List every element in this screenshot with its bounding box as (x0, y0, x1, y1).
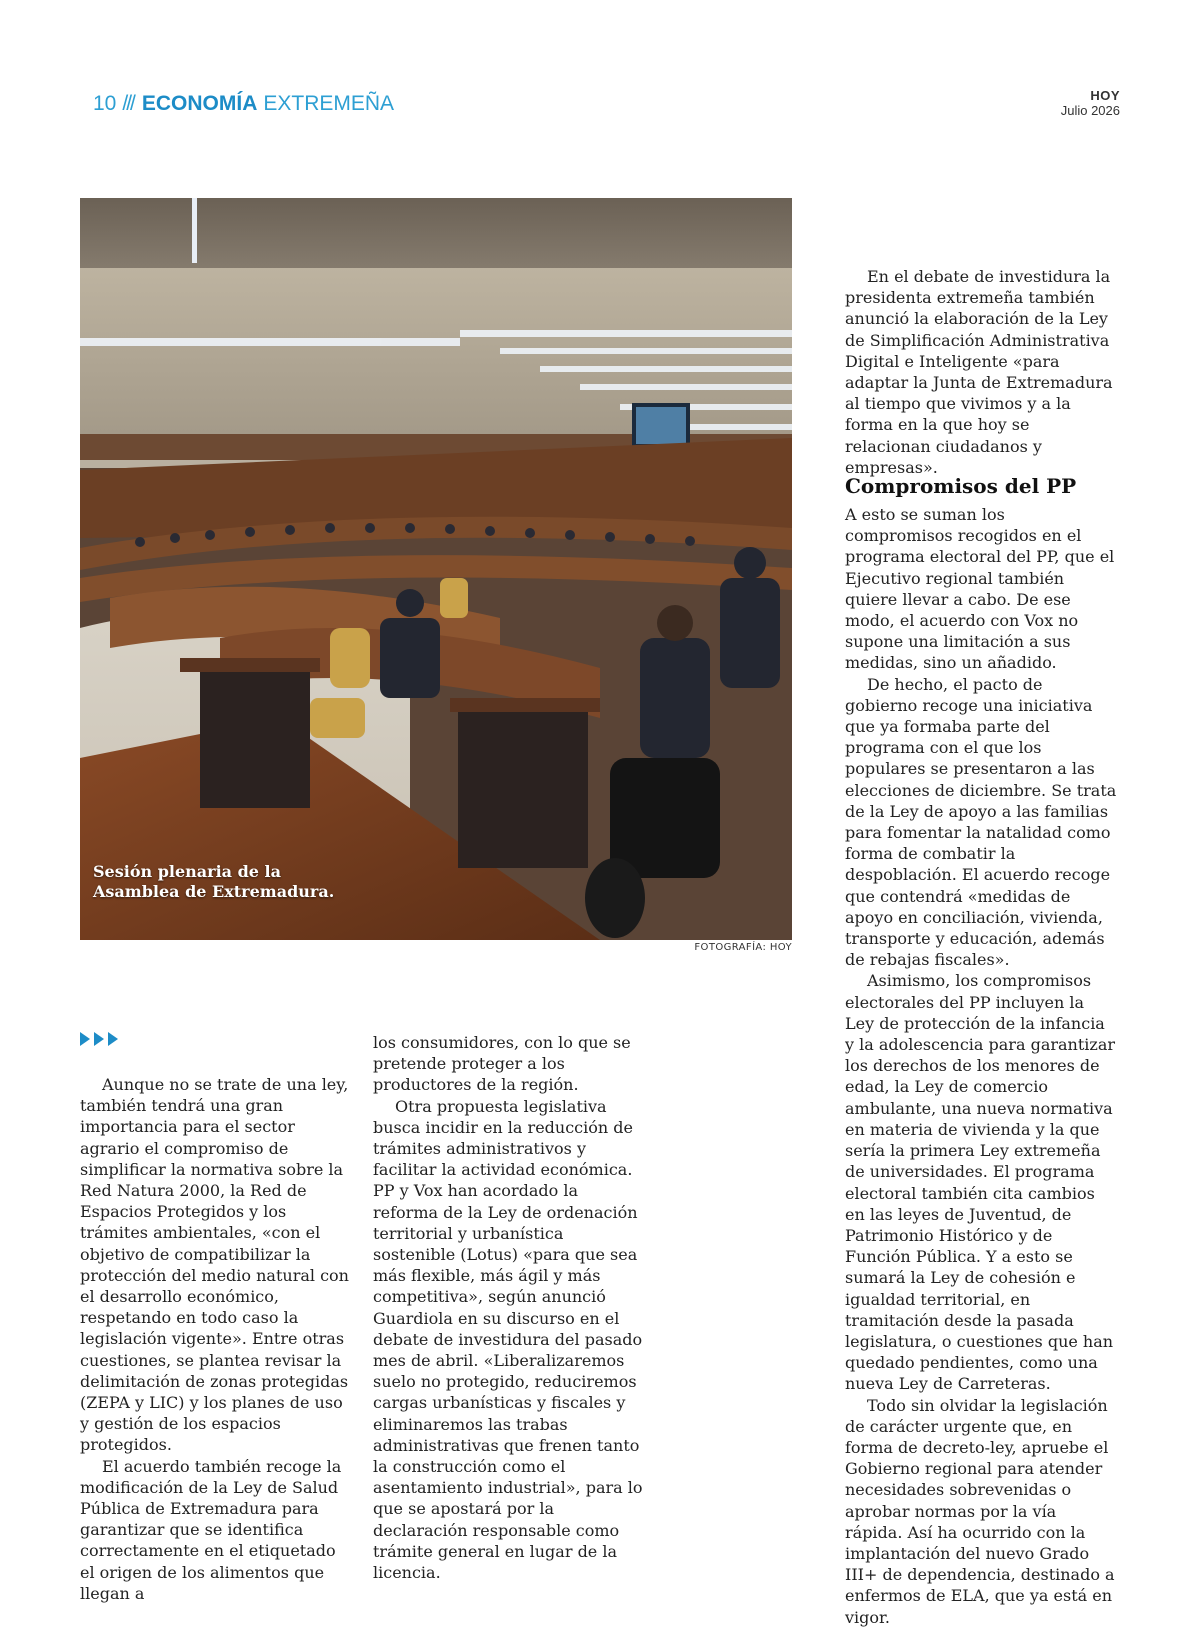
article-column-3-intro (845, 266, 1117, 478)
caption-line-1: Sesión plenaria de la (93, 862, 281, 881)
article-column-2 (373, 1032, 645, 1583)
publication-name: HOY (1090, 88, 1120, 103)
publication-info (1061, 88, 1120, 118)
paragraph: Aunque no se trate de una ley, también tendrá una gran importancia para el sector agrario el compromiso de simplificar la normativa sobre la Red Natura 2000, la Red de Espacios Protegidos y los trámites ambientales, «con el objetivo de compatibilizar la protección del medio natural con el desarrollo económico, respetando en todo caso la legislación vigente». Entre otras cuestiones, se plantea revisar la delimitación de zonas protegidas (ZEPA y LIC) y los planes de uso y gestión de los espacios protegidos. (80, 1075, 349, 1455)
section-header (93, 90, 394, 118)
plenary-hall-illustration (80, 198, 792, 940)
paragraph: De hecho, el pacto de gobierno recoge una iniciativa que ya formaba parte del programa con el que los populares se presentaron a las elecciones de diciembre. Se trata de la Ley de apoyo a las familias para fomentar la natalidad como forma de combatir la despoblación. El acuerdo recoge que contendrá «medidas de apoyo en conciliación, vivienda, transporte y educación, además de rebajas fiscales». (845, 674, 1117, 970)
photo-credit: FOTOGRAFÍA: HOY (694, 942, 792, 953)
page-number: 10 (93, 92, 117, 115)
section-title: ECONOMÍA (141, 92, 258, 115)
paragraph: Todo sin olvidar la legislación de carácter urgente que, en forma de decreto-ley, apruebe el Gobierno regional para atender necesidades sobrevenidas o aprobar normas por la vía rápida. Así ha ocurrido con la implantación del nuevo Grado III+ de dependencia, destinado a enfermos de ELA, que ya está en vigor. (845, 1395, 1115, 1627)
triple-arrow-icon (80, 1030, 130, 1048)
paragraph: los consumidores, con lo que se pretende proteger a los productores de la región. (373, 1033, 631, 1095)
article-subheading: Compromisos del PP (845, 474, 1077, 498)
publication-date: Julio 2026 (1060, 103, 1120, 118)
paragraph: El acuerdo también recoge la modificación de la Ley de Salud Pública de Extremadura para garantizar que se identifica correctamente en el etiquetado el origen de los alimentos que llegan a (80, 1456, 342, 1603)
article-photo (80, 198, 792, 940)
caption-line-2: Asamblea de Extremadura. (93, 882, 335, 901)
article-column-1 (80, 1074, 352, 1604)
header-separator: /// (122, 92, 134, 115)
photo-caption (93, 862, 413, 902)
paragraph: En el debate de investidura la presidenta extremeña también anunció la elaboración de la Ley de Simplificación Administrativa Digital e Inteligente «para adaptar la Junta de Extremadura al tiempo que vivimos y a la forma en la que hoy se relacionan ciudadanos y empresas». (845, 267, 1113, 477)
paragraph: Asimismo, los compromisos electorales del PP incluyen la Ley de protección de la infancia y la adolescencia para garantizar los derechos de los menores de edad, la Ley de comercio ambulante, una nueva normativa en materia de vivienda y la que sería la primera Ley extremeña de universidades. El programa electoral también cita cambios en las leyes de Juventud, de Patrimonio Histórico y de Función Pública. Y a esto se sumará la Ley de cohesión e igualdad territorial, en tramitación desde la pasada legislatura, o cuestiones que han quedado pendientes, como una nueva Ley de Carreteras. (845, 971, 1116, 1394)
paragraph: Otra propuesta legislativa busca incidir en la reducción de trámites administrativos y facilitar la actividad económica. PP y Vox han acordado la reforma de la Ley de ordenación territorial y urbanística sostenible (Lotus) «para que sea más flexible, más ágil y más competitiva», según anunció Guardiola en su discurso en el debate de investidura del pasado mes de abril. «Liberalizaremos suelo no protegido, reduciremos cargas urbanísticas y fiscales y eliminaremos las trabas administrativas que frenen tanto la construcción como el asentamiento industrial», para lo que se apostará por la declaración responsable como trámite general en lugar de la licencia. (373, 1096, 643, 1583)
section-subtitle: EXTREMEÑA (263, 92, 395, 115)
paragraph: A esto se suman los compromisos recogidos en el programa electoral del PP, que el Ejecutivo regional también quiere llevar a cabo. De ese modo, el acuerdo con Vox no supone una limitación a sus medidas, sino un añadido. (845, 505, 1115, 673)
article-column-3 (845, 504, 1117, 1628)
